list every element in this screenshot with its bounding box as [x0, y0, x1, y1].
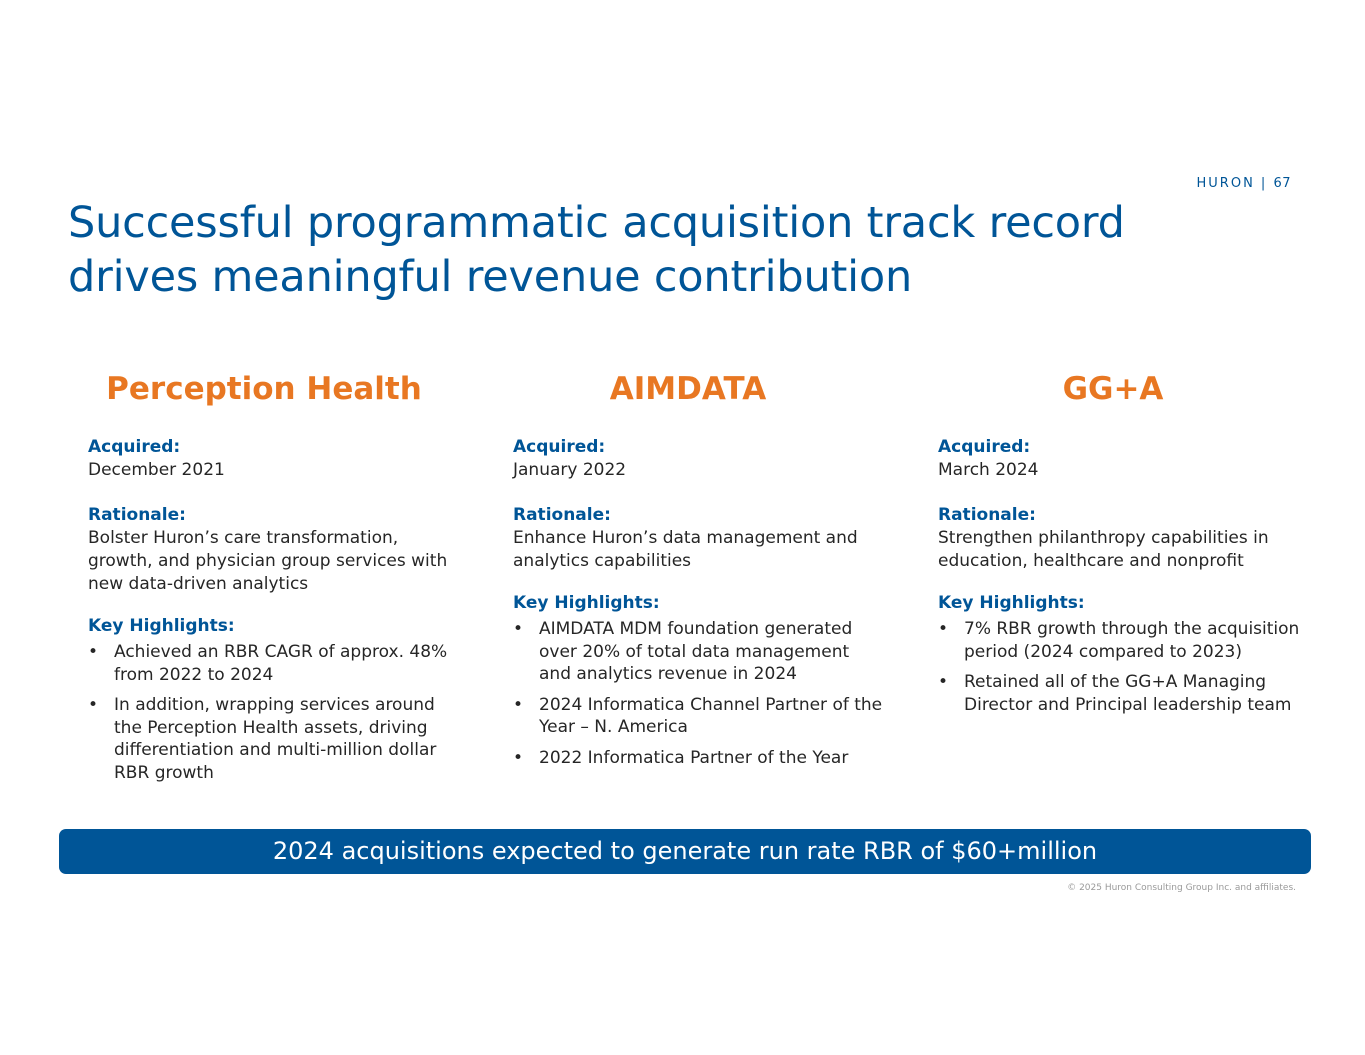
highlights-block — [88, 615, 458, 784]
acquired-label: Acquired: — [513, 437, 606, 457]
acquired-label: Acquired: — [938, 437, 1031, 457]
acquired-block — [88, 436, 458, 482]
acquired-date: March 2024 — [938, 460, 1039, 480]
banner-text: 2024 acquisitions expected to generate run rate RBR of $60+million — [272, 837, 1098, 865]
company-name: AIMDATA — [609, 371, 767, 407]
company-name: Perception Health — [106, 371, 422, 407]
list-item — [513, 694, 883, 739]
acquisition-card-gga — [938, 368, 1308, 738]
header-separator: | — [1254, 176, 1274, 191]
highlights-block — [938, 592, 1308, 716]
acquired-label: Acquired: — [88, 437, 181, 457]
summary-banner — [59, 829, 1311, 874]
bullet-icon: • — [88, 642, 99, 662]
rationale-label: Rationale: — [513, 505, 611, 525]
acquired-block — [513, 436, 883, 482]
list-item — [88, 694, 458, 784]
list-item — [938, 671, 1308, 716]
rationale-text: Strengthen philanthropy capabilities in education, healthcare and nonprofit — [938, 528, 1269, 571]
key-highlights-label: Key Highlights: — [938, 593, 1085, 613]
bullet-icon: • — [88, 695, 99, 715]
highlight-text: 2022 Informatica Partner of the Year — [539, 747, 849, 768]
key-highlights-label: Key Highlights: — [513, 593, 660, 613]
highlight-text: Retained all of the GG+A Managing Director and Principal leadership team — [964, 672, 1292, 715]
highlight-text: 7% RBR growth through the acquisition period (2024 compared to 2023) — [964, 619, 1300, 662]
copyright-notice: © 2025 Huron Consulting Group Inc. and affiliates. — [1067, 883, 1296, 893]
acquired-block — [938, 436, 1308, 482]
bullet-icon: • — [938, 619, 949, 639]
list-item — [88, 641, 458, 686]
rationale-label: Rationale: — [88, 505, 186, 525]
highlight-text: In addition, wrapping services around the Perception Health assets, driving differentiation and multi-million dollar RBR growth — [114, 695, 437, 783]
highlights-list — [938, 618, 1308, 716]
huron-page-marker — [1197, 176, 1291, 191]
rationale-text: Enhance Huron’s data management and analytics capabilities — [513, 528, 858, 571]
acquired-date: January 2022 — [513, 460, 627, 480]
page-number: 67 — [1273, 176, 1291, 191]
title-line-2: drives meaningful revenue contribution — [68, 252, 913, 302]
key-highlights-label: Key Highlights: — [88, 616, 235, 636]
list-item — [938, 618, 1308, 663]
highlights-list — [88, 641, 458, 784]
highlight-text: AIMDATA MDM foundation generated over 20% of total data management and analytics revenue in 2024 — [539, 619, 853, 684]
bullet-icon: • — [513, 694, 524, 715]
rationale-block — [938, 504, 1308, 573]
acquisition-card-perception-health — [88, 368, 458, 806]
acquisition-columns — [0, 368, 1365, 818]
bullet-icon: • — [513, 747, 524, 768]
brand-name: HURON — [1196, 176, 1255, 191]
bullet-icon: • — [938, 672, 949, 692]
highlight-text: 2024 Informatica Channel Partner of the Year – N. America — [539, 694, 883, 737]
company-name: GG+A — [1062, 371, 1164, 407]
title-line-1: Successful programmatic acquisition track record — [68, 198, 1125, 248]
acquired-date: December 2021 — [88, 460, 225, 480]
highlight-text: Achieved an RBR CAGR of approx. 48% from 2022 to 2024 — [114, 642, 448, 685]
acquisition-card-aimdata — [513, 368, 883, 791]
highlights-list — [513, 618, 883, 769]
rationale-block — [513, 504, 883, 573]
list-item — [513, 618, 883, 686]
bullet-icon: • — [513, 619, 524, 639]
rationale-text: Bolster Huron’s care transformation, growth, and physician group services with new data-driven analytics — [88, 528, 448, 594]
list-item — [513, 747, 883, 770]
rationale-label: Rationale: — [938, 505, 1036, 525]
page-title — [68, 196, 1268, 304]
highlights-block — [513, 592, 883, 769]
rationale-block — [88, 504, 458, 596]
